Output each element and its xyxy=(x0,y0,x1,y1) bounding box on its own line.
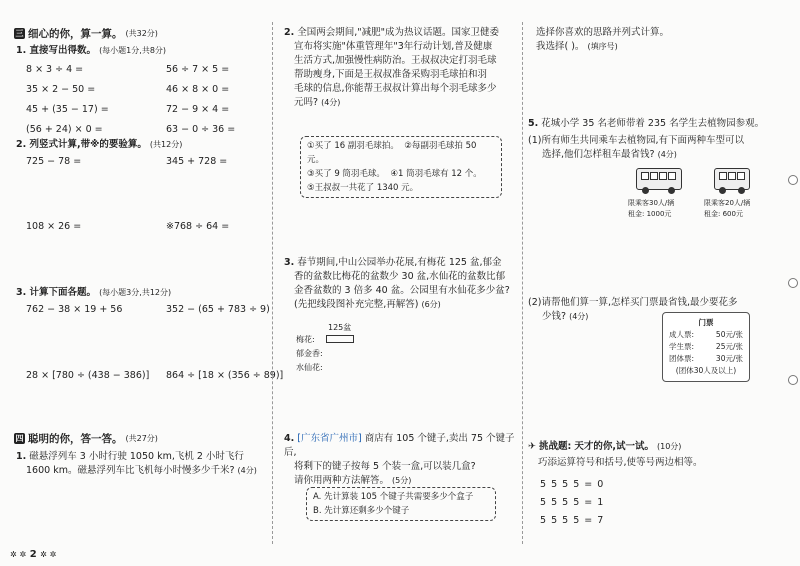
choice-hint: (填序号) xyxy=(587,42,618,51)
segment-row-label: 郁金香: xyxy=(296,349,323,358)
question-label: 3. 计算下面各题。 xyxy=(16,287,97,298)
expr: 8 × 3 ÷ 4 = xyxy=(26,64,84,75)
question-points: (4分) xyxy=(237,466,257,475)
bus-rent: 租金: 600元 xyxy=(704,210,743,218)
section-points: (共27分) xyxy=(125,434,158,443)
section-title: 聪明的你，答一答。 xyxy=(28,433,123,445)
problem-text: 全国两会期间,"减肥"成为热议话题。国家卫健委 xyxy=(297,27,500,38)
problem-text: 元吗? xyxy=(294,97,319,108)
problem-text: 生活方式,加强慢性病防治。王叔叔决定打羽毛球 xyxy=(294,55,497,66)
equation: 5 5 5 5 = 1 xyxy=(540,497,604,508)
challenge-title: 挑战题: xyxy=(539,441,572,452)
problem-text: 毛球的信息,你能帮王叔叔计算出每个羽毛球多少 xyxy=(294,83,497,94)
ticket-price: 50元/张 xyxy=(715,330,743,339)
word-problem-1 xyxy=(16,450,266,478)
binder-hole xyxy=(788,375,798,385)
question-points: (4分) xyxy=(657,150,677,159)
ticket-type: 团体票: xyxy=(669,354,695,363)
expr: 35 × 2 − 50 = xyxy=(26,84,96,95)
question-number: 3. xyxy=(284,257,295,268)
expr: 725 − 78 = xyxy=(26,156,82,167)
question-number: 5. xyxy=(528,118,539,129)
question-label: 2. 列竖式计算,带※的要验算。 xyxy=(16,139,147,150)
question-3-flowers xyxy=(284,256,516,312)
method-option: B. 先计算还剩多少个键子 xyxy=(313,506,410,516)
expr: (56 + 24) × 0 = xyxy=(26,124,103,135)
expr: 46 × 8 × 0 = xyxy=(166,84,230,95)
problem-text: (先把线段图补充完整,再解答) xyxy=(294,299,419,310)
problem-text: (1)所有师生共同乘车去植物园,有下面两种车型可以 xyxy=(528,135,744,146)
question-2-badminton xyxy=(284,26,514,110)
question-label: 1. xyxy=(16,451,27,462)
ticket-note: (团体30人及以上) xyxy=(675,366,737,375)
bus-rent: 租金: 1000元 xyxy=(628,210,672,218)
info-item: ⑤王叔叔一共花了 1340 元。 xyxy=(307,183,419,193)
expr: 28 × [780 ÷ (438 − 386)] xyxy=(26,370,150,381)
question-4-shuttlecocks xyxy=(284,432,516,488)
question-points: (5分) xyxy=(392,476,412,485)
problem-text: 1600 km。磁悬浮列车比飞机每小时慢多少千米? xyxy=(26,465,235,476)
rocket-icon: ✈ xyxy=(528,441,536,452)
question-points: (每小题1分,共8分) xyxy=(99,46,167,55)
binder-hole xyxy=(788,278,798,288)
column-divider xyxy=(272,22,273,544)
problem-text: 商店有 105 个键子,卖出 75 个键子后, xyxy=(284,433,515,458)
question-points: (每小题3分,共12分) xyxy=(99,288,172,297)
problem-text: (2)请帮他们算一算,怎样买门票最省钱,最少要花多 xyxy=(528,297,738,308)
problem-text: 少钱? xyxy=(542,311,567,322)
question-label: 1. 直接写出得数。 xyxy=(16,45,97,56)
info-item: ④1 筒羽毛球有 12 个。 xyxy=(390,169,482,179)
choice-instruction xyxy=(536,26,669,54)
segment-row-label: 水仙花: xyxy=(296,363,323,372)
question-number: 2. xyxy=(284,27,295,38)
equation: 5 5 5 5 = 7 xyxy=(540,515,604,526)
ticket-price: 25元/张 xyxy=(715,342,743,351)
method-options-box xyxy=(306,487,496,521)
challenge-text: 天才的你,试一试。 xyxy=(574,441,654,452)
ticket-type: 学生票: xyxy=(669,342,695,351)
question-5-field-trip xyxy=(528,117,774,131)
problem-text: 帮助瘦身,下面是王叔叔准备采购羽毛球拍和羽 xyxy=(294,69,488,80)
problem-text: 磁悬浮列车 3 小时行驶 1050 km,飞机 2 小时飞行 xyxy=(29,451,244,462)
question-points: (6分) xyxy=(421,300,441,309)
equation: 5 5 5 5 = 0 xyxy=(540,479,604,490)
problem-text: 花城小学 35 名老师带着 235 名学生去植物园参观。 xyxy=(541,118,765,129)
bus-icon xyxy=(636,168,682,190)
ticket-title: 门票 xyxy=(698,318,714,327)
bus-capacity: 限乘客20人/辆 xyxy=(704,199,751,207)
region-tag: [广东省广州市] xyxy=(297,433,362,444)
expr: 864 ÷ [18 × (356 ÷ 89)] xyxy=(166,370,284,381)
binder-hole xyxy=(788,175,798,185)
problem-text: 请你用两种方法解答。 xyxy=(294,475,390,486)
plum-segment xyxy=(326,335,354,343)
info-item: ①买了 16 副羽毛球拍。 xyxy=(307,141,399,151)
question-5-part-1 xyxy=(528,134,774,162)
expr: 45 + (35 − 17) = xyxy=(26,104,109,115)
expr: 56 ÷ 7 × 5 = xyxy=(166,64,230,75)
challenge-instruction: 巧添运算符号和括号,使等号两边相等。 xyxy=(538,457,703,468)
expr: 762 − 38 × 19 + 56 xyxy=(26,304,123,315)
problem-text: 宣布将实施"体重管理年"3年行动计划,普及健康 xyxy=(294,41,493,52)
expr: 352 − (65 + 783 ÷ 9) xyxy=(166,304,270,315)
footer-stars: ✲ ✲ xyxy=(40,550,57,559)
method-option: A. 先计算装 105 个键子共需要多少个盒子 xyxy=(313,492,474,502)
segment-length-label: 125盆 xyxy=(328,323,352,332)
bus-capacity: 限乘客30人/辆 xyxy=(628,199,675,207)
question-points: (共12分) xyxy=(149,140,183,149)
expr: 345 + 728 = xyxy=(166,156,228,167)
ticket-type: 成人票: xyxy=(669,330,695,339)
expr: 63 − 0 ÷ 36 = xyxy=(166,124,236,135)
ticket-price: 30元/张 xyxy=(715,354,743,363)
question-1-prompt xyxy=(16,44,166,58)
expr: ※768 ÷ 64 = xyxy=(166,221,230,232)
problem-text: 选择,他们怎样租车最省钱? xyxy=(542,149,655,160)
info-item: ③买了 9 筒羽毛球。 xyxy=(307,169,385,179)
question-points: (10分) xyxy=(656,442,682,451)
footer-stars: ✲ ✲ xyxy=(10,550,27,559)
info-box-badminton xyxy=(300,136,502,198)
page-number: 2 xyxy=(29,549,37,560)
expr: 72 − 9 × 4 = xyxy=(166,104,230,115)
section-badge: 三 xyxy=(15,29,24,38)
segment-diagram xyxy=(296,322,496,372)
question-points: (4分) xyxy=(569,312,589,321)
problem-text: 金香盆数的 3 倍多 40 盆。公园里有水仙花多少盆? xyxy=(294,285,510,296)
ticket-price-board xyxy=(662,312,750,382)
question-points: (4分) xyxy=(321,98,341,107)
section-three-heading xyxy=(14,26,158,41)
section-four-heading xyxy=(14,431,158,446)
question-2-prompt xyxy=(16,138,182,152)
section-points: (共32分) xyxy=(125,29,158,38)
problem-text: 香的盆数比梅花的盆数少 30 盆,水仙花的盆数比郁 xyxy=(294,271,506,282)
expr: 108 × 26 = xyxy=(26,221,82,232)
section-badge: 四 xyxy=(15,434,24,443)
question-number: 4. xyxy=(284,433,295,444)
bus-icon xyxy=(714,168,750,190)
problem-text: 将剩下的键子按每 5 个装一盒,可以装几盒? xyxy=(294,461,476,472)
section-title: 细心的你，算一算。 xyxy=(28,28,123,40)
problem-text: 选择你喜欢的思路并列式计算。 xyxy=(536,27,670,38)
info-item: ②每副羽毛球拍 50 元。 xyxy=(307,141,477,165)
problem-text: 春节期间,中山公园举办花展,有梅花 125 盆,郁金 xyxy=(297,257,502,268)
choice-answer-blank: 我选择( )。 xyxy=(536,41,585,52)
page-footer xyxy=(10,549,56,560)
challenge-question xyxy=(528,440,774,454)
segment-row-label: 梅花: xyxy=(296,335,315,344)
big-bus-option xyxy=(628,168,688,220)
small-bus-option xyxy=(704,168,764,220)
column-divider xyxy=(522,22,523,544)
question-3-prompt xyxy=(16,286,171,300)
